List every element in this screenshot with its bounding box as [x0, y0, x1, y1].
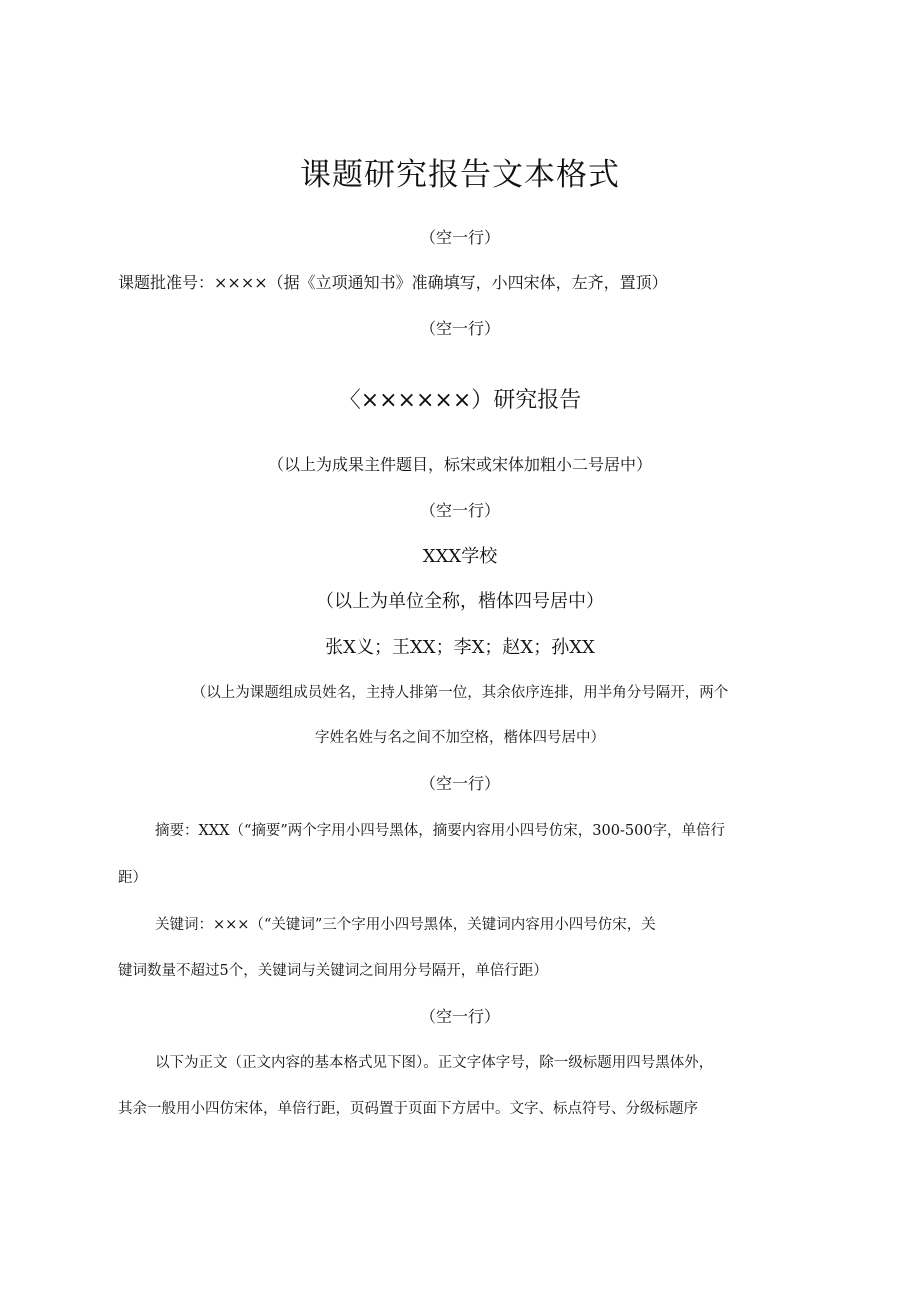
member-names: 张X义；王XX；李X；赵X；孙XX: [325, 637, 595, 658]
approval-number-line: 课题批准号：××××（据《立项通知书》准确填写，小四宋体，左齐，置顶）: [118, 273, 668, 292]
blank-line-note: （空一行）: [419, 501, 500, 520]
report-title-note: （以上为成果主件题目，标宋或宋体加粗小二号居中）: [267, 455, 652, 474]
school-note: （以上为单位全称，楷体四号居中）: [316, 591, 604, 612]
report-title: 〈××××××）研究报告: [338, 388, 582, 413]
blank-line-note: （空一行）: [419, 319, 500, 338]
school-name: XXX学校: [422, 546, 498, 567]
body-text-line-2: 其余一般用小四仿宋体，单倍行距，页码置于页面下方居中。文字、标点符号、分级标题序: [118, 1101, 698, 1117]
blank-line-note: （空一行）: [419, 228, 500, 247]
document-title: 课题研究报告文本格式: [300, 157, 620, 193]
keywords-line-2: 键词数量不超过5个，关键词与关键词之间用分号隔开，单倍行距）: [118, 963, 548, 979]
blank-line-note: （空一行）: [419, 1007, 500, 1026]
abstract-line-2: 距）: [118, 870, 147, 886]
keywords-line-1: 关键词：×××（“关键词”三个字用小四号黑体，关键词内容用小四号仿宋，关: [155, 917, 656, 933]
member-note-line-1: （以上为课题组成员姓名，主持人排第一位，其余依序连排，用半角分号隔开，两个: [191, 685, 729, 701]
blank-line-note: （空一行）: [419, 774, 500, 793]
body-text-line-1: 以下为正文（正文内容的基本格式见下图）。正文字体字号，除一级标题用四号黑体外，: [155, 1055, 714, 1071]
abstract-line-1: 摘要：XXX（“摘要”两个字用小四号黑体，摘要内容用小四号仿宋，300-500字，单倍行: [155, 823, 726, 839]
member-note-line-2: 字姓名姓与名之间不加空格，楷体四号居中）: [315, 730, 605, 746]
